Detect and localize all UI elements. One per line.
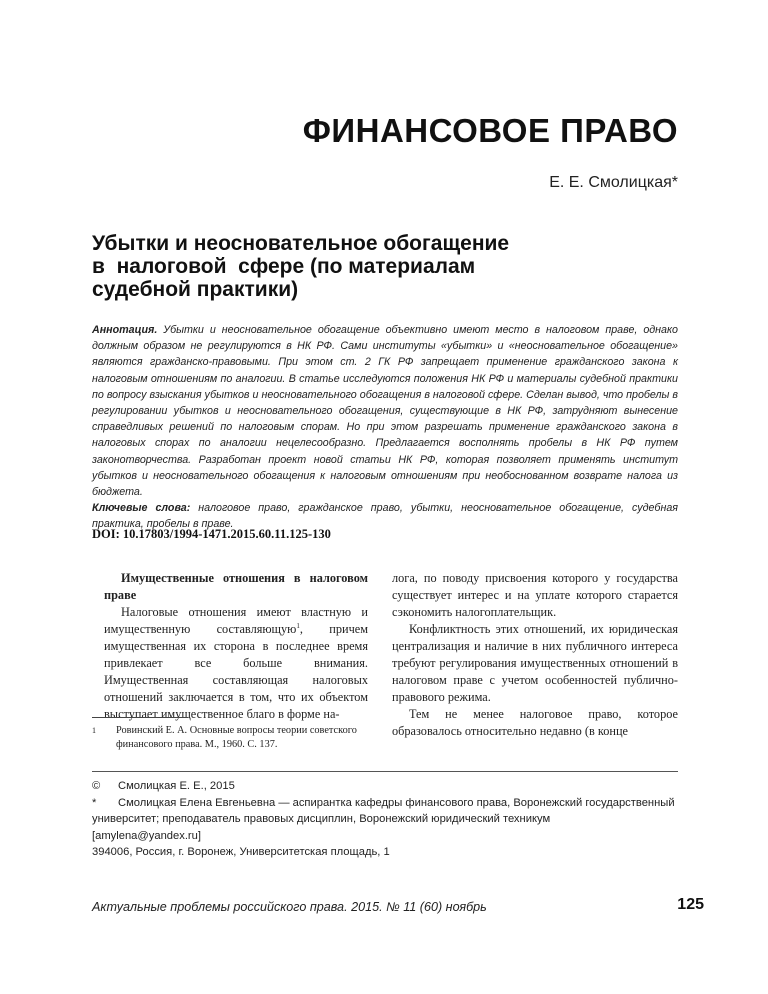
subheading: Имущественные отношения в налоговом праве: [104, 571, 368, 602]
author-affiliation: * Смолицкая Елена Евгеньевна — аспирантка кафедры финансового права, Воронежский государственный университет; преподаватель правовых дисциплин, Воронежский юридический техникум: [92, 796, 675, 825]
doi: DOI: 10.17803/1994-1471.2015.60.11.125-130: [92, 527, 331, 541]
abstract-text: Убытки и неосновательное обогащение объективно имеют место в налоговом праве, однако должным образом не регулируются в НК РФ. Сами институты «убытки» и «неосновательное обогащение» являются гражданско-правовыми. При этом ст. 2 ГК РФ запрещает применение гражданского закона к налоговым отношениям по аналогии. В статье исследуются положения НК РФ и материалы судебной практики по вопросу взыскания убытков и неосновательного обогащения в налоговой сфере. Сделан вывод, что пробелы в регулировании убытков и неосновательного обогащения, существующие в НК РФ, затрудняют вынесение справедливых решений по налоговым спорам. Но при этом разрешать применение гражданского закона в налоговых спорах по аналогии нецелесообразно. Предлагается восполнять пробелы в НК РФ путем законотворчества. Разработан проект новой статьи НК РФ, которая позволяет применять институт убытков и неосновательного обогащения к налоговым отношениям при необоснованном возврате налога из бюджета.: [92, 324, 678, 499]
footnote: [92, 724, 374, 751]
abstract: [92, 322, 678, 533]
page-number: 125: [677, 896, 704, 913]
author-info: [92, 778, 678, 861]
section-title: ФИНАНСОВОЕ ПРАВО: [302, 112, 678, 149]
author-email[interactable]: [amylena@yandex.ru]: [92, 829, 201, 842]
paragraph: лога, по поводу присвоения которого у государства существует интерес и на уплате которого старается сэкономить налогоплательщик.: [392, 571, 678, 619]
copyright-line: © Смолицкая Е. Е., 2015: [92, 778, 678, 795]
footnote-divider: [92, 717, 188, 718]
article-title: [92, 232, 612, 301]
paragraph: Тем не менее налоговое право, которое образовалось относительно недавно (в конце: [392, 707, 678, 738]
journal-footer: Актуальные проблемы российского права. 2015. № 11 (60) ноябрь: [92, 900, 487, 914]
footnote-mark: 1: [92, 726, 96, 735]
keywords-label: Ключевые слова:: [92, 502, 191, 515]
info-divider: [92, 771, 678, 772]
article-title-line: в налоговой сфере (по материалам: [92, 255, 476, 278]
article-title-line: Убытки и неосновательное обогащение: [92, 232, 510, 255]
author-address: 394006, Россия, г. Воронеж, Университетская площадь, 1: [92, 846, 390, 858]
article-title-line: судебной практики): [92, 278, 299, 301]
paragraph: Конфликтность этих отношений, их юридическая централизация и наличие в них публичного интереса требуют регулирования имущественных отношений в налоговом праве с учетом особенностей публично-правового режима.: [392, 622, 678, 704]
asterisk-mark: *: [92, 796, 97, 809]
paragraph: Налоговые отношения имеют властную и имущественную составляющую$^1$, причем имущественная их сторона в последнее время привлекает все больше внимания. Имущественная составляющая налоговых отношений заключается в том, что их объектом выступает имущественное благо в форме на-: [104, 605, 368, 721]
footnote-ref: 1: [296, 621, 300, 630]
author-name: Е. Е. Смолицкая*: [549, 174, 678, 191]
keywords-text: налоговое право, гражданское право, убытки, неосновательное обогащение, судебная практика, пробелы в праве.: [92, 502, 678, 531]
abstract-label: Аннотация.: [92, 324, 158, 336]
body-column-left: [104, 570, 368, 723]
footnote-text: Ровинский Е. А. Основные вопросы теории советского финансового права. М., 1960. С. 137.: [116, 725, 357, 750]
copyright-icon: ©: [92, 780, 101, 792]
body-column-right: [392, 570, 678, 740]
